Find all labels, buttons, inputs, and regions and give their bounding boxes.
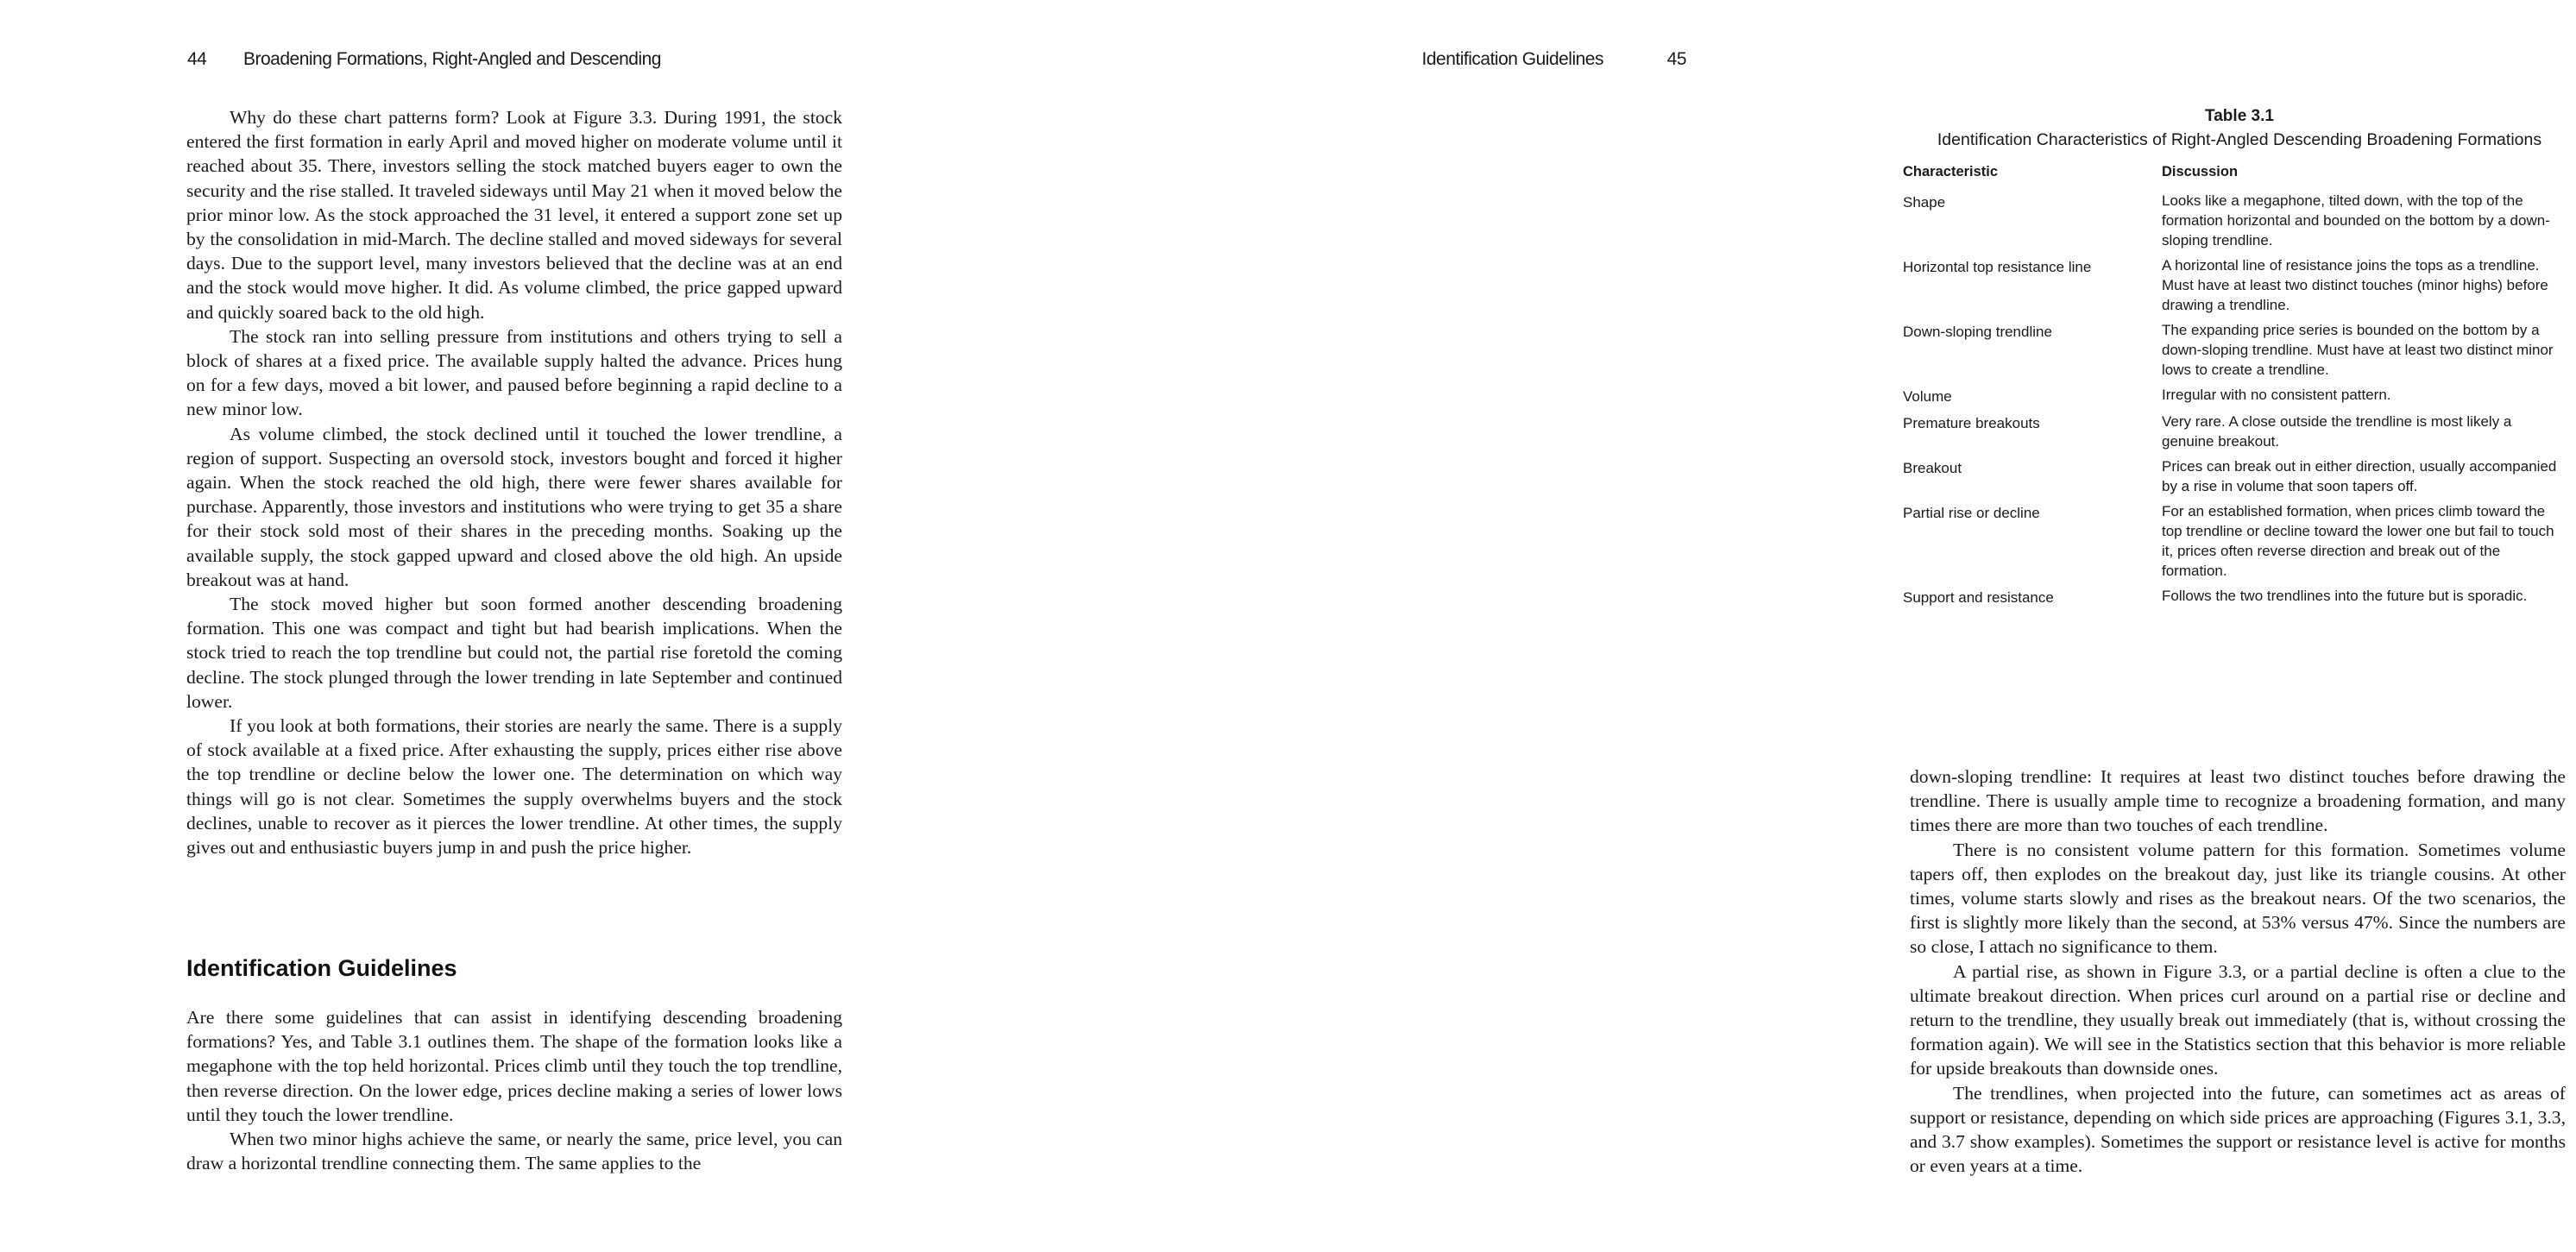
left-running-head: Broadening Formations, Right-Angled and Descending	[243, 49, 661, 69]
table-row	[1903, 456, 2576, 501]
discussion-cell: A horizontal line of resistance joins the tops as a trendline. Must have at least two distinct touches (minor highs) before drawing a trendline.	[2162, 257, 2548, 313]
discussion-cell: Very rare. A close outside the trendline is most likely a genuine breakout.	[2162, 413, 2512, 450]
table-row	[1903, 255, 2576, 320]
right-page	[884, 0, 2566, 1252]
characteristic-cell: Volume	[1903, 388, 1952, 405]
discussion-cell: For an established formation, when prices climb toward the top trendline or decline toward the lower one but fail to touch it, prices often reverse direction and break out of the formation.	[2162, 503, 2554, 579]
table-header-row	[1903, 164, 2576, 191]
body-paragraph: The trendlines, when projected into the future, can sometimes act as areas of support or resistance, depending on which side prices are approaching (Figures 3.1, 3.3, and 3.7 show examples). Sometimes the support or resistance level is active for months or even years at a time.	[1910, 1082, 2566, 1177]
characteristic-cell: Premature breakouts	[1903, 415, 2040, 431]
left-page	[0, 0, 884, 1252]
characteristic-cell: Horizontal top resistance line	[1903, 259, 2092, 275]
body-paragraph: Are there some guidelines that can assist in identifying descending broadening formations? Yes, and Table 3.1 outlines them. The shape of the formation looks like a megaphone with the top held horizontal. Prices climb until they touch the top trendline, then reverse direction. On the lower edge, prices decline making a series of lower lows until they touch the lower trendline.	[186, 1007, 842, 1125]
left-body-text-b	[186, 1005, 842, 1175]
characteristic-cell: Shape	[1903, 194, 1946, 211]
body-paragraph: Why do these chart patterns form? Look at Figure 3.3. During 1991, the stock entered the first formation in early April and moved higher on moderate volume until it reached about 35. There, investors selling the stock matched buyers eager to own the security and the rise stalled. It traveled sideways until May 21 when it moved below the prior minor low. As the stock approached the 31 level, it entered a support zone set up by the consolidation in mid-March. The decline stalled and moved sideways for several days. Due to the support level, many investors believed that the decline was at an end and the stock would move higher. It did. As volume climbed, the price gapped upward and quickly soared back to the old high.	[186, 107, 842, 323]
characteristic-cell: Partial rise or decline	[1903, 505, 2040, 521]
discussion-cell: The expanding price series is bounded on the bottom by a down-sloping trendline. Must have at least two distinct minor lows to create a trendline.	[2162, 322, 2554, 378]
discussion-cell: Follows the two trendlines into the future but is sporadic.	[2162, 588, 2528, 604]
characteristics-table	[1903, 164, 2576, 613]
body-paragraph: There is no consistent volume pattern for this formation. Sometimes volume tapers off, then explodes on the breakout day, just like its triangle cousins. At other times, volume starts slowly and rises as the breakout nears. Of the two scenarios, the first is slightly more likely than the second, at 53% versus 47%. Since the numbers are so close, I attach no significance to them.	[1910, 839, 2566, 958]
table-row	[1903, 586, 2576, 613]
body-paragraph: The stock moved higher but soon formed another descending broadening formation. This one was compact and tight but had bearish implications. When the stock tried to reach the top trendline but could not, the partial rise foretold the coming decline. The stock plunged through the lower trending in late September and continued lower.	[186, 594, 842, 712]
discussion-cell: Prices can break out in either direction, usually accompanied by a rise in volume that soon tapers off.	[2162, 458, 2557, 494]
table-row	[1903, 191, 2576, 255]
column-header-discussion: Discussion	[2162, 164, 2239, 179]
table-caption: Identification Characteristics of Right-Angled Descending Broadening Formations	[1937, 130, 2542, 149]
characteristic-cell: Down-sloping trendline	[1903, 324, 2052, 340]
discussion-cell: Irregular with no consistent pattern.	[2162, 387, 2391, 403]
right-page-number: 45	[1666, 49, 1686, 69]
table-row	[1903, 385, 2576, 412]
column-header-characteristic: Characteristic	[1903, 164, 1999, 179]
body-paragraph: A partial rise, as shown in Figure 3.3, or a partial decline is often a clue to the ultimate breakout direction. When prices curl around on a partial rise or decline and return to the trendline, they usually break out immediately (that is, without crossing the formation again). We will see in the Statistics section that this behavior is more reliable for upside breakouts than downside ones.	[1910, 960, 2566, 1079]
table-row	[1903, 412, 2576, 456]
right-body-text	[1910, 764, 2566, 1178]
table-3-1	[1903, 107, 2576, 613]
body-paragraph: The stock ran into selling pressure from institutions and others trying to sell a block of shares at a fixed price. The available supply halted the advance. Prices hung on for a few days, moved a bit lower, and paused before beginning a rapid decline to a new minor low.	[186, 325, 842, 420]
section-heading: Identification Guidelines	[186, 955, 457, 981]
body-paragraph: If you look at both formations, their stories are nearly the same. There is a supply of stock available at a fixed price. After exhausting the supply, prices either rise above the top trendline or decline below the lower one. The determination on which way things will go is not clear. Sometimes the supply overwhelms buyers and the stock declines, unable to recover as it pierces the lower trendline. At other times, the supply gives out and enthusiastic buyers jump in and push the price higher.	[186, 715, 842, 859]
characteristic-cell: Support and resistance	[1903, 589, 2054, 606]
body-paragraph: down-sloping trendline: It requires at least two distinct touches before drawing the trendline. There is usually ample time to recognize a broadening formation, and many times there are more than two touches of each trendline.	[1910, 766, 2566, 836]
body-paragraph: As volume climbed, the stock declined until it touched the lower trendline, a region of support. Suspecting an oversold stock, investors bought and forced it higher again. When the stock reached the old high, there were fewer shares available for purchase. Apparently, those investors and institutions who were trying to get 35 a share for their stock sold most of their shares in the preceding months. Soaking up the available supply, the stock gapped upward and closed above the old high. An upside breakout was at hand.	[186, 423, 842, 590]
left-page-number: 44	[187, 49, 207, 69]
body-paragraph: When two minor highs achieve the same, or nearly the same, price level, you can draw a horizontal trendline connecting them. The same applies to the	[186, 1129, 842, 1174]
left-body-text-a	[186, 105, 842, 859]
discussion-cell: Looks like a megaphone, tilted down, with the top of the formation horizontal and bounded on the bottom by a down-sloping trendline.	[2162, 192, 2550, 249]
table-row	[1903, 501, 2576, 586]
table-row	[1903, 320, 2576, 385]
right-running-head: Identification Guidelines	[1421, 49, 1603, 69]
characteristic-cell: Breakout	[1903, 460, 1962, 476]
table-label: Table 3.1	[2205, 107, 2274, 125]
